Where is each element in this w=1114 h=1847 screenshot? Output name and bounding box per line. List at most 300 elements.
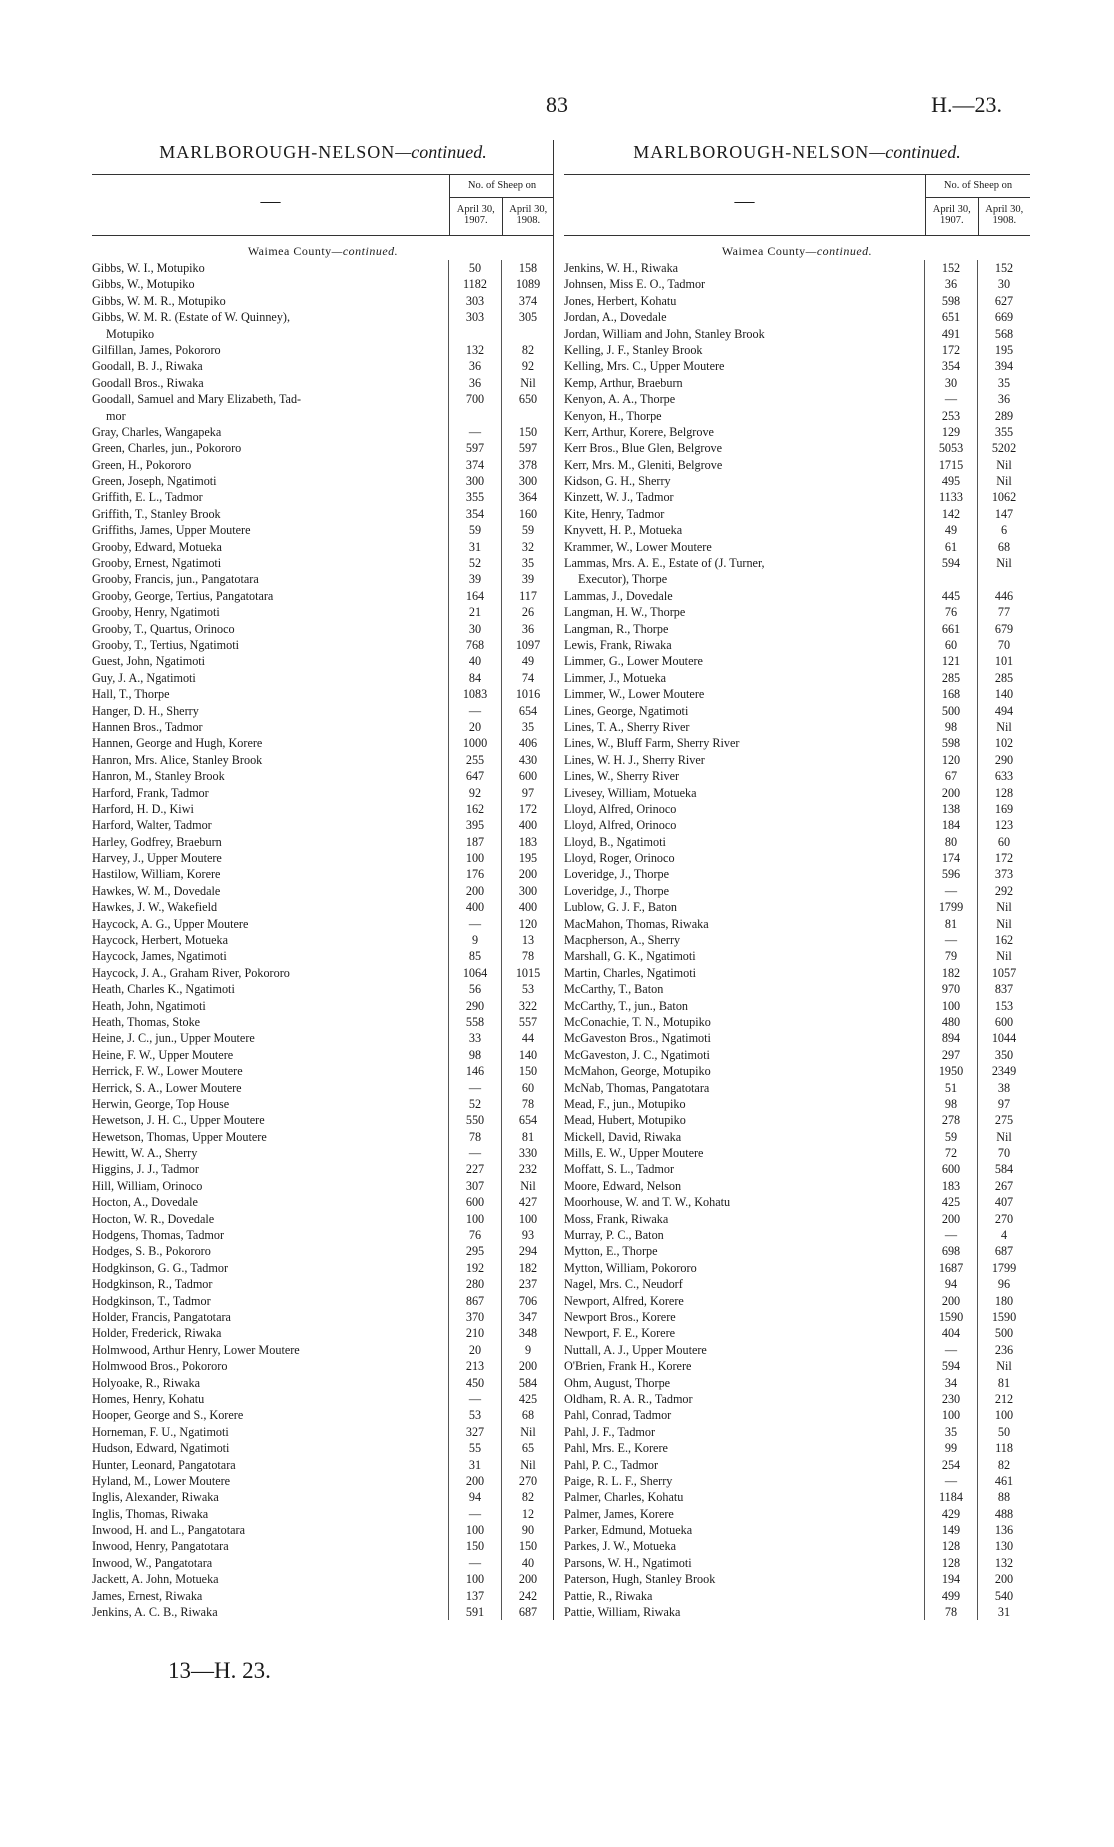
sheep-1907: 647 [448,768,501,784]
sheep-1907: 254 [924,1457,977,1473]
sheep-1908: 242 [501,1588,554,1604]
table-row [564,1047,1030,1063]
sheep-1907: 36 [924,276,977,292]
sheep-1907: 164 [448,588,501,604]
table-row [92,834,554,850]
owner-name: Lloyd, Alfred, Orinoco [564,801,677,816]
sheep-1908: 374 [501,293,554,309]
table-row [92,1555,554,1571]
table-row [92,1260,554,1276]
table-row [92,473,554,489]
sheep-1908: 427 [501,1194,554,1210]
sheep-count-header [925,175,1030,235]
sheep-1908: 40 [501,1555,554,1571]
sheep-1907: 9 [448,932,501,948]
owner-name: Lines, W. H. J., Sherry River [564,752,705,767]
sheep-1907: 76 [924,604,977,620]
owner-name: Gibbs, W., Motupiko [92,277,195,292]
sheep-1908: 101 [977,653,1030,669]
sheep-1907: 1590 [924,1309,977,1325]
sheep-1907: 1083 [448,686,501,702]
sheep-1907: 445 [924,588,977,604]
owner-name: Jackett, A. John, Motueka [92,1572,219,1587]
sheep-1907: 20 [448,1342,501,1358]
sheep-1907: 183 [924,1178,977,1194]
sheep-1907: 355 [448,489,501,505]
table-row [564,965,1030,981]
sheep-1907: 550 [448,1112,501,1128]
sheep-1908: 294 [501,1243,554,1259]
owner-name: Heath, Charles K., Ngatimoti [92,982,235,997]
sheep-1907: 450 [448,1375,501,1391]
sheep-1908: 322 [501,998,554,1014]
page-number: 83 [546,92,568,117]
sheep-1908: 35 [501,555,554,571]
sheep-1908: Nil [977,473,1030,489]
table-row [92,1227,554,1243]
sheep-1907: — [448,1080,501,1096]
table-row [92,637,554,653]
owner-name: McMahon, George, Motupiko [564,1064,711,1079]
table-row [564,1129,1030,1145]
sheep-1907: 354 [448,506,501,522]
sheep-1908: Nil [977,899,1030,915]
table-row [564,309,1030,325]
owner-name: Mytton, William, Pokororo [564,1260,697,1275]
table-row [92,489,554,505]
sheep-1907: 598 [924,735,977,751]
sheep-1907: 404 [924,1325,977,1341]
sheep-1907: 72 [924,1145,977,1161]
sheep-1907: 200 [924,1293,977,1309]
table-row [564,899,1030,915]
table-row [92,260,554,276]
table-row [564,1342,1030,1358]
sheep-1907: 94 [448,1489,501,1505]
sheep-1907: 128 [924,1555,977,1571]
table-row [564,1473,1030,1489]
owner-name: Kemp, Arthur, Braeburn [564,375,683,390]
sheep-1907: 100 [448,1211,501,1227]
sheep-1907: 429 [924,1506,977,1522]
sheep-1907: 129 [924,424,977,440]
sheep-1908: 74 [501,670,554,686]
sheep-1907: 768 [448,637,501,653]
owner-name: Hewetson, Thomas, Upper Moutere [92,1129,267,1144]
owner-name: McGaveston, J. C., Ngatimoti [564,1047,710,1062]
owner-name: Pahl, Conrad, Tadmor [564,1408,672,1423]
owner-name: Holmwood, Arthur Henry, Lower Moutere [92,1342,300,1357]
sheep-1908: 70 [977,637,1030,653]
owner-name: Goodall, B. J., Riwaka [92,359,203,374]
sheep-1908: 78 [501,1096,554,1112]
sheep-1908: 172 [501,801,554,817]
owner-name: McConachie, T. N., Motupiko [564,1014,711,1029]
sheep-1907: 651 [924,309,977,325]
sheep-1908: 82 [501,1489,554,1505]
owner-name: Haycock, A. G., Upper Moutere [92,916,249,931]
sheep-1907: 230 [924,1391,977,1407]
table-row [92,1096,554,1112]
table-row [92,883,554,899]
sheep-1908: 140 [977,686,1030,702]
sheep-1907: 40 [448,653,501,669]
table-row [92,424,554,440]
sheep-1908: 117 [501,588,554,604]
sheep-1908: Nil [977,719,1030,735]
sheep-1908: 600 [501,768,554,784]
table-row [564,621,1030,637]
table-row [564,1424,1030,1440]
sheep-1907: 495 [924,473,977,489]
sheep-1907: 867 [448,1293,501,1309]
sheep-1907: 60 [924,637,977,653]
sheep-1907: 200 [448,1473,501,1489]
owner-name: Herrick, F. W., Lower Moutere [92,1064,243,1079]
owner-name: Grooby, T., Tertius, Ngatimoti [92,637,239,652]
table-row [564,539,1030,555]
sheep-1908: 32 [501,539,554,555]
sheep-1907: 200 [448,883,501,899]
sheep-1908: 96 [977,1276,1030,1292]
sheep-1908: 461 [977,1473,1030,1489]
sheep-1908: 147 [977,506,1030,522]
sheep-1908: 236 [977,1342,1030,1358]
sheep-1908: 584 [977,1161,1030,1177]
table-row [564,1538,1030,1554]
sheep-1907: 278 [924,1112,977,1128]
table-row [564,1260,1030,1276]
column-heading [564,140,1030,168]
owner-name: Pattie, William, Riwaka [564,1605,681,1620]
owner-name: Mills, E. W., Upper Moutere [564,1146,704,1161]
table-row [92,1161,554,1177]
table-body [564,260,1030,1620]
sheep-1907: — [448,1555,501,1571]
sheep-1908: Nil [977,457,1030,473]
sheep-1907: 290 [448,998,501,1014]
owner-name: Lammas, Mrs. A. E., Estate of (J. Turner, [564,556,765,571]
table-row [564,686,1030,702]
sheep-1907: 1184 [924,1489,977,1505]
sheep-1908: 70 [977,1145,1030,1161]
owner-name: Parkes, J. W., Motueka [564,1539,677,1554]
owner-name: Hawkes, J. W., Wakefield [92,900,218,915]
sheep-1907: 395 [448,817,501,833]
sheep-1907: — [924,391,977,407]
table-row [92,1440,554,1456]
sheep-1908: 92 [501,358,554,374]
table-row [564,1506,1030,1522]
sheep-1908: 132 [977,1555,1030,1571]
owner-name: Guest, John, Ngatimoti [92,654,206,669]
sheep-1907: 698 [924,1243,977,1259]
sheep-1907: 327 [448,1424,501,1440]
owner-name: Marshall, G. K., Ngatimoti [564,949,696,964]
owner-name: Haycock, J. A., Graham River, Pokororo [92,965,290,980]
owner-name: Moffatt, S. L., Tadmor [564,1162,675,1177]
owner-name: Hodgkinson, G. G., Tadmor [92,1260,229,1275]
sheep-1907: 99 [924,1440,977,1456]
table-row [92,1211,554,1227]
sheep-1908: 150 [501,1538,554,1554]
owner-name: Hanron, Mrs. Alice, Stanley Brook [92,752,263,767]
sheep-1907 [448,408,501,424]
table-row [564,1276,1030,1292]
owner-name: Hyland, M., Lower Moutere [92,1473,231,1488]
sheep-1907: 1064 [448,965,501,981]
sheep-1907: 85 [448,948,501,964]
table-row [92,1276,554,1292]
table-row [564,637,1030,653]
sheep-1908: 35 [501,719,554,735]
owner-name: Lloyd, Alfred, Orinoco [564,818,677,833]
sheep-1908: 355 [977,424,1030,440]
owner-name: Krammer, W., Lower Moutere [564,539,712,554]
sheep-1907: 1133 [924,489,977,505]
owner-name: Hastilow, William, Korere [92,867,221,882]
sheep-1908: 212 [977,1391,1030,1407]
sheep-1908: 140 [501,1047,554,1063]
owner-name: Heath, Thomas, Stoke [92,1014,201,1029]
owner-name: Griffith, T., Stanley Brook [92,506,221,521]
sheep-1908: 425 [501,1391,554,1407]
sheep-1907: 172 [924,342,977,358]
sheep-1908: 82 [977,1457,1030,1473]
sheep-1907: 150 [448,1538,501,1554]
owner-name: Pahl, Mrs. E., Korere [564,1441,668,1456]
sheep-1907: 285 [924,670,977,686]
owner-name: Griffiths, James, Upper Moutere [92,523,251,538]
table-row [564,850,1030,866]
table-row [92,1145,554,1161]
sheep-1908 [501,326,554,342]
sheep-1908: 373 [977,866,1030,882]
county-subheading: Waimea County—continued. [247,244,399,258]
owner-name: Hooper, George and S., Korere [92,1408,244,1423]
owner-name: Parker, Edmund, Motueka [564,1523,693,1538]
owner-name: Hodgkinson, R., Tadmor [92,1277,213,1292]
owner-name: Jenkins, A. C. B., Riwaka [92,1605,218,1620]
sheep-1908: Nil [977,916,1030,932]
table-row [92,1309,554,1325]
sheep-1908: 650 [501,391,554,407]
sheep-1908: 49 [501,653,554,669]
sheep-1907: 499 [924,1588,977,1604]
sheep-1908: 65 [501,1440,554,1456]
sheep-1907: 137 [448,1588,501,1604]
table-row [92,1407,554,1423]
sheep-1908: 60 [501,1080,554,1096]
sheep-1908: 78 [501,948,554,964]
owner-name: Nagel, Mrs. C., Neudorf [564,1277,683,1292]
owner-name: Grooby, Henry, Ngatimoti [92,605,220,620]
sheep-1908: 152 [977,260,1030,276]
table-row [564,703,1030,719]
sheep-1908: 275 [977,1112,1030,1128]
table-row [564,1588,1030,1604]
owner-name: Paige, R. L. F., Sherry [564,1473,673,1488]
owner-name: Grooby, T., Quartus, Orinoco [92,621,235,636]
owner-name: Lloyd, B., Ngatimoti [564,834,666,849]
owner-name: mor [106,408,126,423]
sheep-1908: 494 [977,703,1030,719]
owner-name: Lines, T. A., Sherry River [564,719,690,734]
sheep-1908: 195 [977,342,1030,358]
sheep-1908: Nil [501,375,554,391]
sheep-1908: 270 [977,1211,1030,1227]
sheep-1908: 68 [977,539,1030,555]
sheep-1908: 430 [501,752,554,768]
sheep-1907: 192 [448,1260,501,1276]
owner-name: Inglis, Alexander, Riwaka [92,1490,219,1505]
sheep-1908: Nil [501,1178,554,1194]
owner-name: Moorhouse, W. and T. W., Kohatu [564,1195,731,1210]
sheep-1908: 136 [977,1522,1030,1538]
sheep-1907: — [924,1227,977,1243]
sheep-1908: 53 [501,981,554,997]
sheep-1908: 350 [977,1047,1030,1063]
table-row [92,670,554,686]
table-row [92,1178,554,1194]
owner-name: Harford, Frank, Tadmor [92,785,209,800]
table-row [564,1014,1030,1030]
table-row [92,506,554,522]
owner-name: Holmwood Bros., Pokororo [92,1359,228,1374]
table-row [564,375,1030,391]
table-row [92,948,554,964]
owner-name: Hudson, Edward, Ngatimoti [92,1441,230,1456]
table-row [92,1391,554,1407]
sheep-1907: 52 [448,555,501,571]
sheep-1908: 162 [977,932,1030,948]
owner-name: Livesey, William, Motueka [564,785,697,800]
sheep-1908: 1062 [977,489,1030,505]
table-row [564,358,1030,374]
sheep-1908: 82 [501,342,554,358]
sheep-1907: 280 [448,1276,501,1292]
sheep-1908: 160 [501,506,554,522]
sheep-1908: 128 [977,785,1030,801]
owner-name: Kerr Bros., Blue Glen, Belgrove [564,441,723,456]
table-row [564,1161,1030,1177]
owner-name: Palmer, James, Korere [564,1506,674,1521]
sheep-1908: 1590 [977,1309,1030,1325]
sheep-1908: 88 [977,1489,1030,1505]
sheep-1907: 80 [924,834,977,850]
table-row [564,293,1030,309]
sheep-1908: 232 [501,1161,554,1177]
owner-name: Newport, F. E., Korere [564,1326,676,1341]
owner-name: Grooby, George, Tertius, Pangatotara [92,588,274,603]
sheep-1908: 1016 [501,686,554,702]
sheep-1907: 594 [924,1358,977,1374]
sheep-1907: 594 [924,555,977,571]
sheep-1908: 123 [977,817,1030,833]
sheep-1908: 446 [977,588,1030,604]
sheep-1908: 364 [501,489,554,505]
owner-name: Hodges, S. B., Pokororo [92,1244,211,1259]
table-row [92,391,554,407]
sheep-1907: 56 [448,981,501,997]
sheep-1907: 152 [924,260,977,276]
county-subheading: Waimea County—continued. [721,244,873,258]
sheep-1908: 200 [501,1571,554,1587]
owner-name: Kerr, Arthur, Korere, Belgrove [564,424,714,439]
table-row [564,1293,1030,1309]
owner-name: Hanron, M., Stanley Brook [92,769,225,784]
owner-name: Hunter, Leonard, Pangatotara [92,1457,236,1472]
sheep-1907: 425 [924,1194,977,1210]
sheep-1908: 169 [977,801,1030,817]
owner-name: Harvey, J., Upper Moutere [92,851,222,866]
sheep-1908: 150 [501,1063,554,1079]
sheep-1907: 1687 [924,1260,977,1276]
owner-name: Goodall, Samuel and Mary Elizabeth, Tad- [92,392,302,407]
sheep-1907: 200 [924,1211,977,1227]
table-row [564,588,1030,604]
sheep-1907: 36 [448,358,501,374]
table-row [92,571,554,587]
owner-name: Jones, Herbert, Kohatu [564,293,677,308]
sheep-1907: 84 [448,670,501,686]
sheep-1908: 1097 [501,637,554,653]
sheep-1908: 102 [977,735,1030,751]
sheep-1908: 300 [501,473,554,489]
sheep-1908: 60 [977,834,1030,850]
sheep-1908: 200 [501,866,554,882]
sheep-1908: 4 [977,1227,1030,1243]
table-row [92,1243,554,1259]
sheep-1907: — [448,1506,501,1522]
table-header [92,174,554,236]
table-row [92,342,554,358]
owner-name: Gibbs, W. M. R., Motupiko [92,293,226,308]
table-row [92,1129,554,1145]
table-row [564,653,1030,669]
sheep-1907: 53 [448,1407,501,1423]
sheep-1908: 118 [977,1440,1030,1456]
sheep-1907: 661 [924,621,977,637]
sheep-1907: 297 [924,1047,977,1063]
owner-name: Jenkins, W. H., Riwaka [564,261,679,275]
sheep-1907: 596 [924,866,977,882]
table-row [92,1342,554,1358]
owner-name: Haycock, Herbert, Motueka [92,933,229,948]
owner-name: Langman, R., Thorpe [564,621,669,636]
owner-name: Heine, J. C., jun., Upper Moutere [92,1031,255,1046]
table-row [92,1030,554,1046]
table-row [92,1194,554,1210]
sheep-1907: 253 [924,408,977,424]
owner-name: Moore, Edward, Nelson [564,1178,682,1193]
table-row [92,309,554,325]
sheep-1907: 59 [448,522,501,538]
sheep-1907: 149 [924,1522,977,1538]
table-row [92,276,554,292]
sheep-1907: 598 [924,293,977,309]
sheep-1908: 81 [501,1129,554,1145]
sheep-1907: 597 [448,440,501,456]
sheep-1907: 100 [924,998,977,1014]
owner-name: Herwin, George, Top House [92,1096,230,1111]
sheep-1908: 267 [977,1178,1030,1194]
sheep-1907: — [924,932,977,948]
owner-name: Ohm, August, Thorpe [564,1375,671,1390]
sheep-1907: 100 [448,1571,501,1587]
sheep-1907: 400 [448,899,501,915]
sheep-1908: 627 [977,293,1030,309]
